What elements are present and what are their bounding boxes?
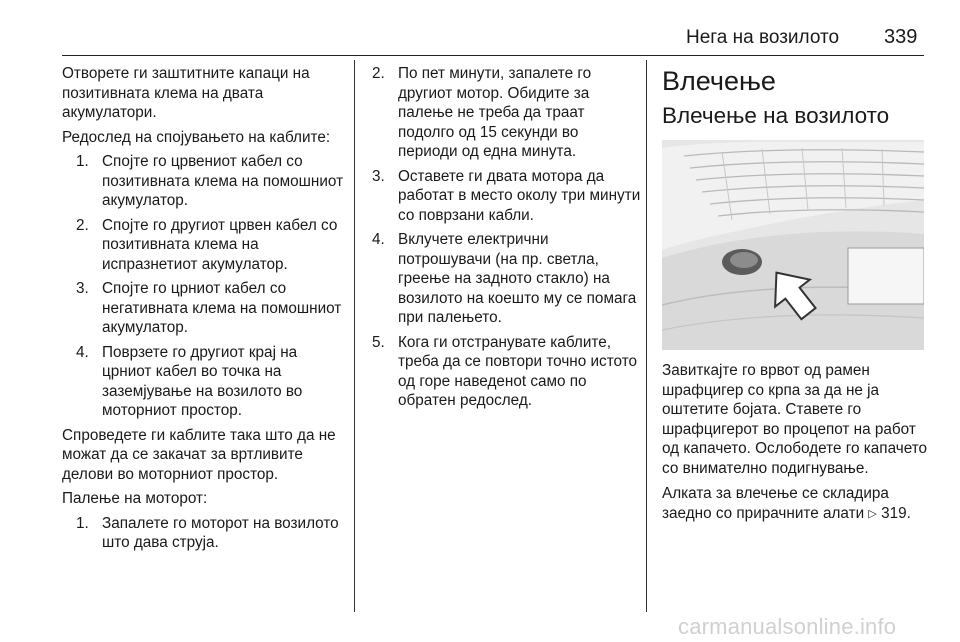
list-item: 1. Спојте го црвениот кабел со позитивната клема на помошниот акумулатор. (76, 153, 344, 209)
list-item: 2. Спојте го другиот црвен кабел со позитивната клема на испразнетиот акумулатор. (76, 216, 338, 273)
triangle-right-outline-icon: ▷ (868, 507, 877, 520)
subsection-heading: Влечење на возилото (662, 103, 890, 128)
engine-start-steps-list (62, 514, 348, 553)
paragraph: Отворете ги заштитните капаци на позитивната клема на двата акумулатори. (62, 65, 310, 121)
list-item: 3. Спојте го црниот кабел со негативната клема на помошниот акумулатор. (76, 280, 342, 336)
column-divider-2 (646, 60, 647, 612)
page-number: 339 (884, 26, 918, 48)
section-heading: Влечење (662, 66, 776, 96)
connection-steps-list (62, 152, 348, 421)
paragraph: Завиткајте го врвот од рамен шрафцигер со крпа за да не ја оштетите бојата. Ставете го шрафцигерот во процепот на работ од капачето. Ослободете го капачето со внимателно подигнување. (662, 362, 928, 477)
paragraph: Алката за влечење се складира заедно со прирачните алати ▷ 319. (662, 484, 934, 524)
paragraph: Редослед на спојувањето на каблите: (62, 128, 331, 146)
header-divider (62, 55, 924, 56)
column-3 (662, 64, 934, 131)
list-item: 2. По пет минути, запалете го другиот мотор. Обидите за палење не треба да траат подолго од 15 секунди во периоди од една минута. (372, 65, 592, 160)
list-item: 1. Запалете го моторот на возилото што дава струја. (76, 514, 339, 551)
column-divider-1 (354, 60, 355, 612)
list-item: 3. Оставете ги двата мотора да работат в место околу три минути со поврзани кабли. (372, 167, 641, 224)
column-1 (62, 64, 348, 558)
paragraph: Палење на моторот: (62, 490, 208, 507)
paragraph: Спроведете ги каблите така што да не можат да се закачат за вртливите делови во моторниот простор. (62, 426, 336, 483)
towing-eye-cover-illustration (662, 140, 924, 350)
engine-start-steps-continued (372, 64, 642, 411)
page-reference-link[interactable]: 319. (881, 504, 911, 522)
running-header-title: Нега на возилото (686, 27, 840, 48)
watermark: carmanualsonline.info (678, 614, 897, 639)
list-item: 5. Кога ги отстранувате каблите, треба да се повтори точно истото од горе наведеноt само по обратен редослед. (372, 333, 638, 409)
list-item: 4. Вклучете електрични потрошувачи (на пр. светла, греење на задното стакло) на возилото на коешто му се помага при палењето. (372, 231, 637, 326)
list-item: 4. Поврзете го другиот крај на црниот кабел во точка на заземјување на возилото во моторниот простор. (76, 343, 303, 419)
column-3-text (662, 361, 934, 530)
column-2 (372, 64, 642, 416)
